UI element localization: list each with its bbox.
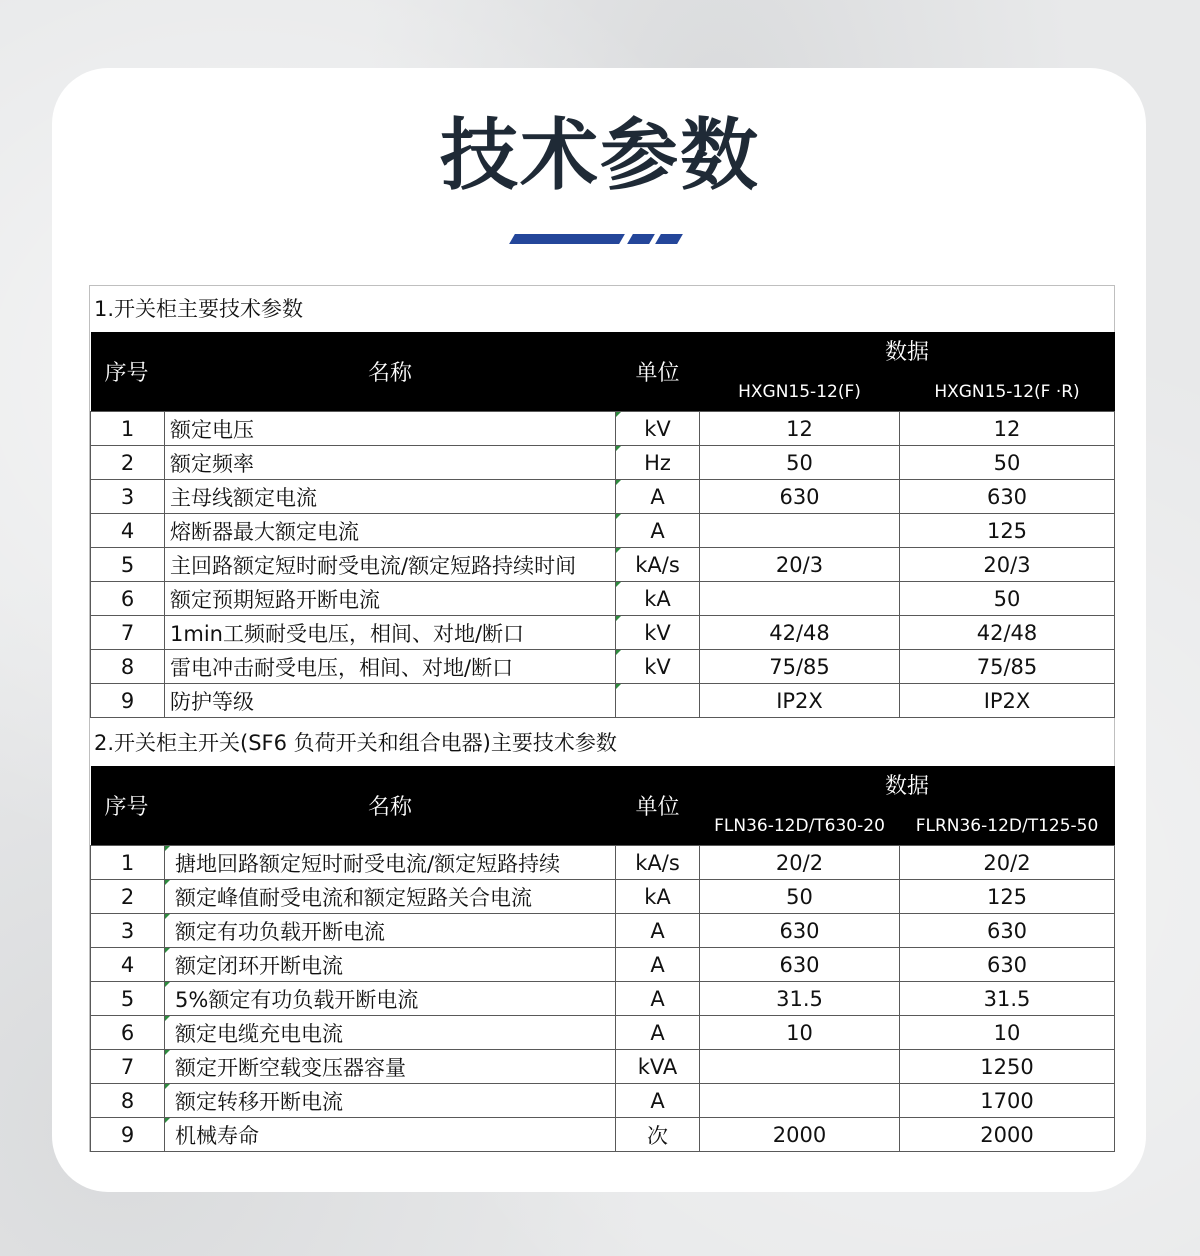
- cell-value-1: 50: [700, 880, 900, 914]
- cell-value-1: [700, 582, 900, 616]
- cell-name: 额定预期短路开断电流: [165, 582, 616, 616]
- cell-no: 7: [91, 616, 165, 650]
- cell-unit: A: [616, 982, 700, 1016]
- cell-unit: kA: [616, 582, 700, 616]
- cell-value-1: 20/3: [700, 548, 900, 582]
- cell-name: 熔断器最大额定电流: [165, 514, 616, 548]
- cell-name: 额定有功负载开断电流: [165, 914, 616, 948]
- header-no: 序号: [91, 766, 165, 846]
- cell-no: 7: [91, 1050, 165, 1084]
- header-unit: 单位: [616, 766, 700, 846]
- page-title: 技术参数: [439, 111, 760, 201]
- cell-no: 4: [91, 948, 165, 982]
- table-header-row: [91, 766, 1115, 807]
- cell-value-2: 10: [900, 1016, 1115, 1050]
- cell-value-2: IP2X: [900, 684, 1115, 718]
- cell-no: 1: [91, 846, 165, 880]
- cell-value-2: 20/3: [900, 548, 1115, 582]
- table-row: [91, 412, 1115, 446]
- cell-value-2: 31.5: [900, 982, 1115, 1016]
- cell-unit: 次: [616, 1118, 700, 1152]
- table-row: [91, 446, 1115, 480]
- spec-table-1: [90, 332, 1115, 718]
- cell-name: 额定电缆充电电流: [165, 1016, 616, 1050]
- table-header-row: [91, 332, 1115, 373]
- table-row: [91, 880, 1115, 914]
- cell-value-2: 50: [900, 446, 1115, 480]
- cell-name: 额定电压: [165, 412, 616, 446]
- table-row: [91, 1016, 1115, 1050]
- table-row: [91, 948, 1115, 982]
- cell-unit: kV: [616, 650, 700, 684]
- table-row: [91, 1084, 1115, 1118]
- cell-unit: A: [616, 1084, 700, 1118]
- cell-name: 额定开断空载变压器容量: [165, 1050, 616, 1084]
- cell-no: 6: [91, 1016, 165, 1050]
- cell-value-2: 630: [900, 948, 1115, 982]
- header-model-1: FLN36-12D/T630-20: [700, 807, 900, 846]
- cell-unit: A: [616, 480, 700, 514]
- cell-value-1: IP2X: [700, 684, 900, 718]
- cell-unit: kA/s: [616, 548, 700, 582]
- cell-value-1: 630: [700, 914, 900, 948]
- spec-table-2: [90, 766, 1115, 1152]
- header-model-2: HXGN15-12(F ·R): [900, 373, 1115, 412]
- cell-name: 雷电冲击耐受电压，相间、对地/断口: [165, 650, 616, 684]
- header-name: 名称: [165, 766, 616, 846]
- cell-name: 机械寿命: [165, 1118, 616, 1152]
- cell-no: 2: [91, 446, 165, 480]
- cell-no: 2: [91, 880, 165, 914]
- table-row: [91, 480, 1115, 514]
- header-unit: 单位: [616, 332, 700, 412]
- cell-value-1: 20/2: [700, 846, 900, 880]
- cell-value-2: 1250: [900, 1050, 1115, 1084]
- cell-value-1: 630: [700, 948, 900, 982]
- cell-unit: kVA: [616, 1050, 700, 1084]
- cell-unit: A: [616, 514, 700, 548]
- section-title-2: 2.开关柜主开关(SF6 负荷开关和组合电器)主要技术参数: [94, 731, 617, 755]
- cell-no: 3: [91, 480, 165, 514]
- cell-value-1: 12: [700, 412, 900, 446]
- cell-no: 9: [91, 684, 165, 718]
- table-row: [91, 982, 1115, 1016]
- cell-name: 防护等级: [165, 684, 616, 718]
- table-row: [91, 846, 1115, 880]
- cell-no: 9: [91, 1118, 165, 1152]
- cell-value-2: 12: [900, 412, 1115, 446]
- cell-value-2: 75/85: [900, 650, 1115, 684]
- cell-unit: Hz: [616, 446, 700, 480]
- cell-no: 3: [91, 914, 165, 948]
- cell-value-1: [700, 514, 900, 548]
- header-name: 名称: [165, 332, 616, 412]
- cell-value-2: 42/48: [900, 616, 1115, 650]
- table-row: [91, 684, 1115, 718]
- cell-name: 1min工频耐受电压，相间、对地/断口: [165, 616, 616, 650]
- cell-value-1: 10: [700, 1016, 900, 1050]
- table-row: [91, 1050, 1115, 1084]
- cell-value-1: 42/48: [700, 616, 900, 650]
- cell-value-2: 2000: [900, 1118, 1115, 1152]
- cell-no: 1: [91, 412, 165, 446]
- spec-sheet: [89, 285, 1115, 1152]
- header-no: 序号: [91, 332, 165, 412]
- cell-no: 8: [91, 650, 165, 684]
- cell-unit: kV: [616, 616, 700, 650]
- table-row: [91, 514, 1115, 548]
- header-model-2: FLRN36-12D/T125-50: [900, 807, 1115, 846]
- header-data: 数据: [700, 332, 1115, 373]
- cell-name: 额定转移开断电流: [165, 1084, 616, 1118]
- cell-name: 额定频率: [165, 446, 616, 480]
- header-data: 数据: [700, 766, 1115, 807]
- cell-unit: A: [616, 948, 700, 982]
- cell-value-1: 31.5: [700, 982, 900, 1016]
- cell-no: 4: [91, 514, 165, 548]
- cell-name: 主回路额定短时耐受电流/额定短路持续时间: [165, 548, 616, 582]
- header-model-1: HXGN15-12(F): [700, 373, 900, 412]
- cell-name: 额定峰值耐受电流和额定短路关合电流: [165, 880, 616, 914]
- cell-value-2: 125: [900, 880, 1115, 914]
- cell-name: 搪地回路额定短时耐受电流/额定短路持续: [165, 846, 616, 880]
- cell-unit: kA/s: [616, 846, 700, 880]
- cell-value-2: 20/2: [900, 846, 1115, 880]
- cell-name: 5%额定有功负载开断电流: [165, 982, 616, 1016]
- cell-value-2: 50: [900, 582, 1115, 616]
- cell-unit: kV: [616, 412, 700, 446]
- cell-unit: kA: [616, 880, 700, 914]
- table-row: [91, 1118, 1115, 1152]
- table-row: [91, 548, 1115, 582]
- cell-no: 8: [91, 1084, 165, 1118]
- cell-value-2: 1700: [900, 1084, 1115, 1118]
- cell-value-1: 75/85: [700, 650, 900, 684]
- cell-value-1: 2000: [700, 1118, 900, 1152]
- cell-value-2: 125: [900, 514, 1115, 548]
- accent-stripe-short: [655, 234, 683, 244]
- cell-unit: A: [616, 1016, 700, 1050]
- cell-unit: [616, 684, 700, 718]
- cell-no: 5: [91, 982, 165, 1016]
- cell-value-2: 630: [900, 480, 1115, 514]
- accent-stripe-long: [509, 234, 625, 244]
- title-accent-bar: [512, 234, 682, 244]
- cell-unit: A: [616, 914, 700, 948]
- cell-value-1: [700, 1084, 900, 1118]
- cell-value-2: 630: [900, 914, 1115, 948]
- cell-no: 6: [91, 582, 165, 616]
- table-row: [91, 914, 1115, 948]
- cell-name: 额定闭环开断电流: [165, 948, 616, 982]
- cell-value-1: 50: [700, 446, 900, 480]
- cell-name: 主母线额定电流: [165, 480, 616, 514]
- cell-value-1: [700, 1050, 900, 1084]
- table-row: [91, 582, 1115, 616]
- accent-stripe-mid: [627, 234, 655, 244]
- section-title-1: 1.开关柜主要技术参数: [94, 297, 304, 321]
- table-row: [91, 616, 1115, 650]
- table-row: [91, 650, 1115, 684]
- cell-value-1: 630: [700, 480, 900, 514]
- cell-no: 5: [91, 548, 165, 582]
